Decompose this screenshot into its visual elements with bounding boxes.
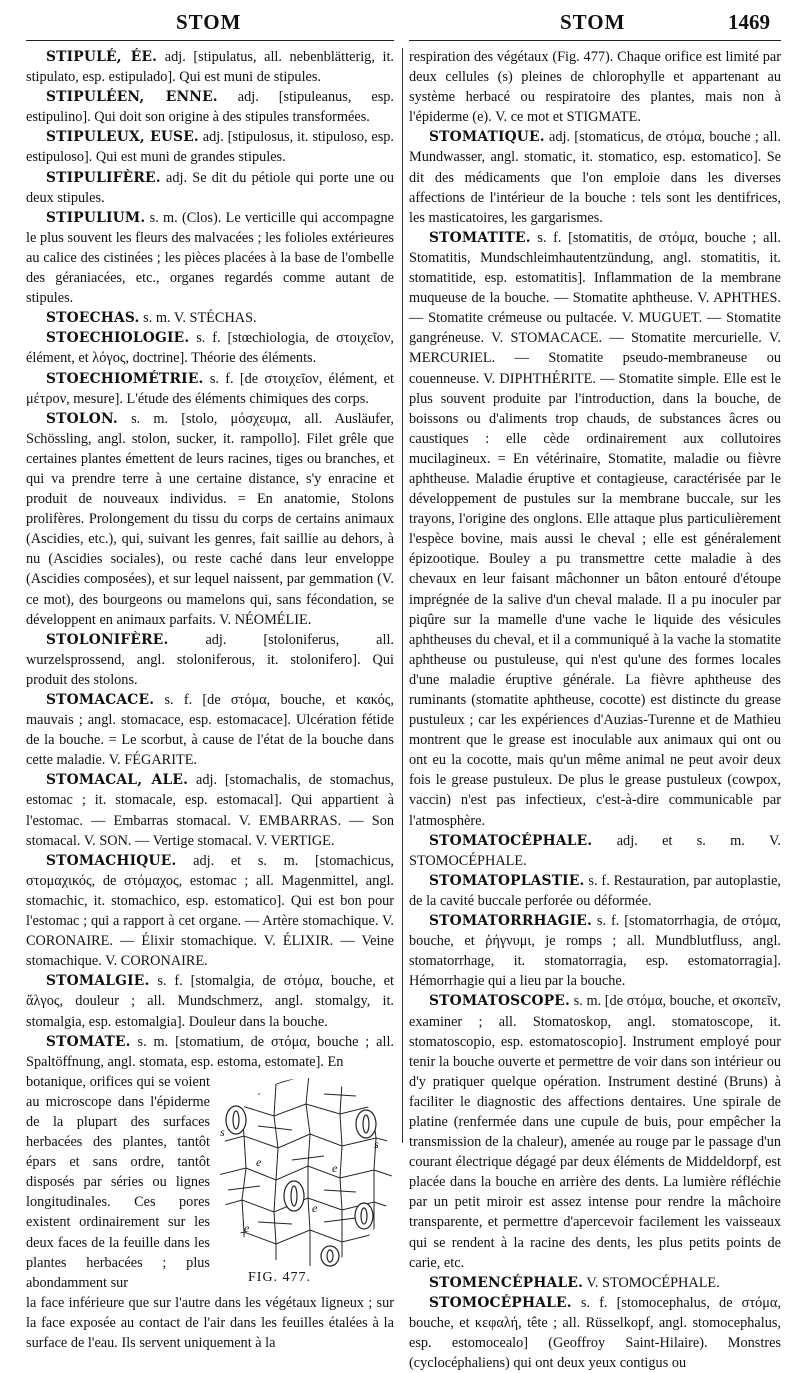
label-e: e bbox=[244, 1220, 250, 1235]
entry-text: s. f. [stomocephalus, de στόμα, bouche, et κεφαλή, tête ; all. Rüsselkopf, angl. stomocephalus, esp. estomocealo] (Geoffroy Saint-Hilaire). Monstres (cyclocéphaliens) qui ont deux yeux contigus ou bbox=[409, 1294, 781, 1372]
left-header-word: STOM bbox=[176, 10, 242, 34]
left-column bbox=[26, 47, 394, 1353]
entry-text: adj. et s. m. [stomachicus, στομαχικός, de στόμαχος, estomac ; all. Magenmittel, angl. stomachic, it. stomachico, esp. estomatico]. Qui est bon pour l'estomac ; qui a rapport à cet organe. — Artère stomachique. V. CORONAIRE. — Élixir stomachique. V. ÉLIXIR. — Veine stomachique. V. CORONAIRE. bbox=[26, 852, 394, 970]
left-entry bbox=[26, 208, 394, 308]
entry-headword: STOMATOPLASTIE. bbox=[429, 872, 585, 889]
entry-text: s. m. V. STÉCHAS. bbox=[139, 310, 257, 327]
right-header-word: STOM bbox=[560, 10, 626, 34]
entry-text: s. f. [stomalgia, de στόμα, bouche, et ἄλγος, douleur ; all. Mundschmerz, angl. stomalgy, it. stomalgia, esp. estomalgia]. Douleur dans la bouche. bbox=[26, 973, 394, 1030]
entry-text: s. f. [stomatorrhagia, de στόμα, bouche, et ῥήγνυμι, je romps ; all. Mundblutfluss, angl. stomatorrhage, it. stomatorragia, esp. estomatorragia]. Hémorrhagie qui a lieu par la bouche. bbox=[409, 913, 781, 990]
entry-headword: STIPULEUX, EUSE. bbox=[46, 129, 199, 146]
right-header-rule bbox=[409, 40, 781, 41]
right-entry bbox=[409, 1293, 781, 1373]
entry-text: V. STOMOCÉPHALE. bbox=[583, 1274, 720, 1291]
label-e: e bbox=[332, 1160, 338, 1175]
label-e: e bbox=[256, 1154, 262, 1169]
right-entry bbox=[409, 911, 781, 991]
right-column bbox=[409, 47, 781, 1373]
stomate-intro bbox=[26, 1032, 394, 1072]
entry-text: adj. et s. m. V. STOMOCÉPHALE. bbox=[409, 832, 781, 869]
entry-text: s. f. [de στόμα, bouche, et κακός, mauvais ; angl. stomacace, esp. estomacace]. Ulcération fétide de la bouche. = Le scorbut, à cause de l'état de la bouche dans cette maladie. V. FÉGARITE. bbox=[26, 692, 394, 769]
entry-headword: STOMENCÉPHALE. bbox=[429, 1274, 584, 1291]
stomate-entry bbox=[26, 1032, 394, 1354]
entry-text: adj. [stipuleanus, esp. estipulino]. Qui doit son origine à des stipules transformées. bbox=[26, 89, 394, 126]
right-entry bbox=[409, 991, 781, 1272]
entry-text: s. f. [de στοιχεῖον, élément, et μέτρον, mesure]. L'étude des éléments chimiques des corps. bbox=[26, 370, 394, 407]
entry-text: adj. [stipulatus, all. nebenblätterig, it. stipulato, esp. estipulado]. Qui est muni de stipules. bbox=[26, 49, 394, 86]
left-header-rule bbox=[26, 40, 394, 41]
entry-headword: STIPULIUM. bbox=[46, 209, 146, 226]
right-entry bbox=[409, 871, 781, 911]
entry-headword: STOECHIOLOGIE. bbox=[46, 330, 190, 347]
entry-headword: STIPULIFÈRE. bbox=[46, 169, 161, 186]
left-entry bbox=[26, 328, 394, 368]
entry-text: respiration des végétaux (Fig. 477). Chaque orifice est limité par deux cellules (s) pleines de chlorophylle et appartenant au système herbacé ou respiratoire des plantes, mais non à l'épiderme (e). V. ce mot et STIGMATE. bbox=[409, 49, 781, 126]
entry-headword: STOECHAS. bbox=[46, 310, 140, 327]
entry-headword: STOMOCÉPHALE. bbox=[429, 1294, 572, 1311]
right-entry bbox=[409, 47, 781, 127]
entry-headword: STOLON. bbox=[46, 410, 118, 427]
left-entry bbox=[26, 168, 394, 208]
entry-headword: STIPULÉEN, ENNE. bbox=[46, 89, 218, 106]
left-entry bbox=[26, 87, 394, 127]
entry-text: adj. [stipulosus, it. stipuloso, esp. estipuloso]. Qui est muni de grandes stipules. bbox=[26, 129, 394, 166]
entry-text: s. m. [de στόμα, bouche, et σκοπεῖν, examiner ; all. Stomatoskop, angl. stomatoscope, it. stomatoscopio, esp. estomatoscopio]. Instrument employé pour tenir la bouche ouverte et permettre de voir dans son intérieur ou d'y pratiquer quelque opération. Instrument destiné (Bruns) à faciliter le diagnostic des affections dentaires. Une spirale de platine (renfermée dans une cupule de buis, pour empêcher la transmission de la chaleur), amenée au rouge par le passage d'un courant électrique dégagé par deux éléments de Middeldorpf, est placée dans la bouche en arrière des dents. La lumière réfléchie par un petit miroir est assez intense pour rendre la mâchoire transparente, et permettre d'apercevoir facilement les vaisseaux qui se rendent à la racine des dents, les plus petits points de carie, etc. bbox=[409, 993, 781, 1271]
entry-headword: STIPULÉ, ÉE. bbox=[46, 49, 158, 65]
left-entry bbox=[26, 770, 394, 850]
left-entry bbox=[26, 690, 394, 770]
entry-text: adj. Se dit du pétiole qui porte une ou deux stipules. bbox=[26, 169, 394, 206]
entry-text: adj. [stomaticus, de στόμα, bouche ; all. Mundwasser, angl. stomatic, it. stomatico, esp. estomatico]. Se dit des médicaments que l'on emploie dans les diverses affections de l'intérieur de la bouche : tels sont les dentifrices, les masticatoires, les gargarismes. bbox=[409, 129, 781, 226]
entry-headword: STOMATIQUE. bbox=[429, 129, 545, 146]
stomata-figure bbox=[214, 1072, 392, 1290]
epidermis-cells-illustration bbox=[214, 1072, 392, 1268]
right-entry bbox=[409, 1273, 781, 1293]
right-entry bbox=[409, 127, 781, 227]
entry-text: s. f. [stomatitis, de στόμα, bouche ; all. Stomatitis, Mundschleimhautentzündung, angl. stomatitis, it. stomatitide, esp. estomatitis]. Inflammation de la membrane muqueuse de la bouche. — Stomatite aphtheuse. V. APHTHES. — Stomatite crémeuse ou pultacée. V. MUGUET. — Stomatite gangréneuse. V. STOMACACE. — Stomatite mercurielle. V. MERCURIEL. — Stomatite pseudo-membraneuse ou couenneuse. V. DIPHTHÉRITE. — Stomatite simple. Elle est le plus souvent produite par l'introduction, dans la bouche, de boissons ou d'aliments trop chauds, de substances âcres ou caustiques : elle cède ordinairement aux collutoires mucilagineux. = En vétérinaire, Stomatite, maladie ou fièvre aphtheuse. Maladie éruptive et contagieuse, caractérisée par le développement de pustules sur la membrane buccale, sur les trayons, l'origine des onglons. Elle attaque plus particulièrement l'espèce bovine, mais aussi le cheval ; elle est généralement épizootique. Bouley a pu transmettre cette maladie à des chevaux en leur faisant mâchonner un bâton entouré d'étoupe imprégnée de la salive d'un cheval malade. Il a pu inoculer par piqûre sur la mamelle d'une vache le liquide des vésicules aphtheuses du cheval, et il a communiqué à la vache la stomatite aphtheuse ou pustuleuse, qui n'est qu'une des formes locales d'une maladie éruptive générale. La fièvre aphtheuse des ruminants (stomatite aphtheuse, cocotte) est distincte du grease pustuleux ; car les expériences d'Auzias-Turenne et de Mathieu montrent que le grease est inoculable aux animaux qui ont ou ont eu la cocotte, mais qu'un même animal ne peut avoir deux fois le grease pustuleux. De plus le grease pustuleux (cowpox, vaccin) n'est pas infectieux, c'est-à-dire communicable par l'atmosphère. bbox=[409, 229, 781, 829]
entry-text: s. f. [stœchiologia, de στοιχεῖον, élément, et λόγος, doctrine]. Théorie des éléments. bbox=[26, 330, 394, 367]
stomate-figure-block bbox=[26, 1072, 394, 1293]
stomate-continuation: la face inférieure que sur l'autre dans les végétaux ligneux ; sur la face exposée au contact de l'air dans les feuilles étalées à la surface de l'eau. Ils servent uniquement à la bbox=[26, 1294, 394, 1351]
entry-headword: STOMACACE. bbox=[46, 692, 155, 708]
entry-headword: STOMACHIQUE. bbox=[46, 852, 177, 869]
left-entry bbox=[26, 630, 394, 690]
entry-headword: STOMATORRHAGIE. bbox=[429, 913, 592, 930]
entry-text: adj. [stomachalis, de stomachus, estomac ; it. stomacale, esp. estomacal]. Qui appartient à l'estomac. — Embarras stomacal. V. EMBARRAS. — Son stomacal. V. SON. — Vertige stomacal. V. VERTIGE. bbox=[26, 772, 394, 849]
label-e: e bbox=[312, 1200, 318, 1215]
left-entry bbox=[26, 971, 394, 1031]
right-entry bbox=[409, 228, 781, 831]
left-entry bbox=[26, 127, 394, 167]
entry-text: s. m. [stomatium, de στόμα, bouche ; all. Spaltöffnung, angl. stomata, esp. estoma, estomate]. En bbox=[26, 1033, 394, 1070]
entry-headword: STOMATE. bbox=[46, 1033, 131, 1050]
entry-text: s. f. Restauration, par autoplastie, de la cavité buccale perforée ou déformée. bbox=[409, 872, 781, 909]
entry-headword: STOECHIOMÉTRIE. bbox=[46, 370, 204, 387]
left-entry bbox=[26, 409, 394, 630]
stomate-wrapped-text: botanique, orifices qui se voient au microscope dans l'épiderme de la plupart des surfaces herbacées des plantes, tantôt épars et sans ordre, tantôt disposés par séries ou lignes longitudinales. Ces pores existent ordinairement sur les deux faces de la feuille dans les plantes herbacées ; plus abondamment sur bbox=[26, 1073, 210, 1291]
entry-headword: STOMATITE. bbox=[429, 229, 531, 246]
left-entry bbox=[26, 47, 394, 87]
label-s: s bbox=[374, 1136, 379, 1151]
column-separator bbox=[402, 48, 403, 1143]
left-entry bbox=[26, 369, 394, 409]
entry-headword: STOMALGIE. bbox=[46, 973, 150, 990]
entry-headword: STOMATOSCOPE. bbox=[429, 993, 571, 1010]
page-number: 1469 bbox=[728, 10, 770, 34]
figure-caption: FIG. 477. bbox=[248, 1269, 312, 1285]
label-s: s bbox=[220, 1124, 225, 1139]
entry-headword: STOLONIFÈRE. bbox=[46, 631, 169, 648]
entry-text: s. m. [stolo, μόσχευμα, all. Ausläufer, Schössling, angl. stolon, sucker, it. rampollo]. Filet grêle que certaines plantes émettent de leurs racines, tiges ou branches, et qui va prendre terre à une certaine distance, s'y enracine et produit de nouveaux individus. = En anatomie, Stolons prolifères. Prolongement du tissu du corps de certains animaux (Ascidies, etc.), qui, suivant les genres, fait saillie au dehors, à nu (Ascidies sociales), ou reste caché dans leur enveloppe (Ascidies composées), et sur lequel naissent, par gemmation (V. ce mot), des bourgeons ou mamelons qui, sans fécondation, se développent en animaux parfaits. V. NÉOMÉLIE. bbox=[26, 410, 394, 628]
entry-text: adj. [stoloniferus, all. wurzelsprossend, angl. stoloniferous, it. stolonifero]. Qui produit des stolons. bbox=[26, 631, 394, 688]
right-entry bbox=[409, 831, 781, 871]
entry-text: s. m. (Clos). Le verticille qui accompagne le plus souvent les fleurs des malvacées ; les folioles extérieures au calice des cistinées ; les pièces placées à la base de l'ombelle des géraniacées, etc., organes regardés comme autant de stipules. bbox=[26, 209, 394, 307]
entry-headword: STOMACAL, ALE. bbox=[46, 772, 189, 789]
left-entry bbox=[26, 851, 394, 972]
entry-headword: STOMATOCÉPHALE. bbox=[429, 832, 593, 849]
left-entry bbox=[26, 308, 394, 328]
